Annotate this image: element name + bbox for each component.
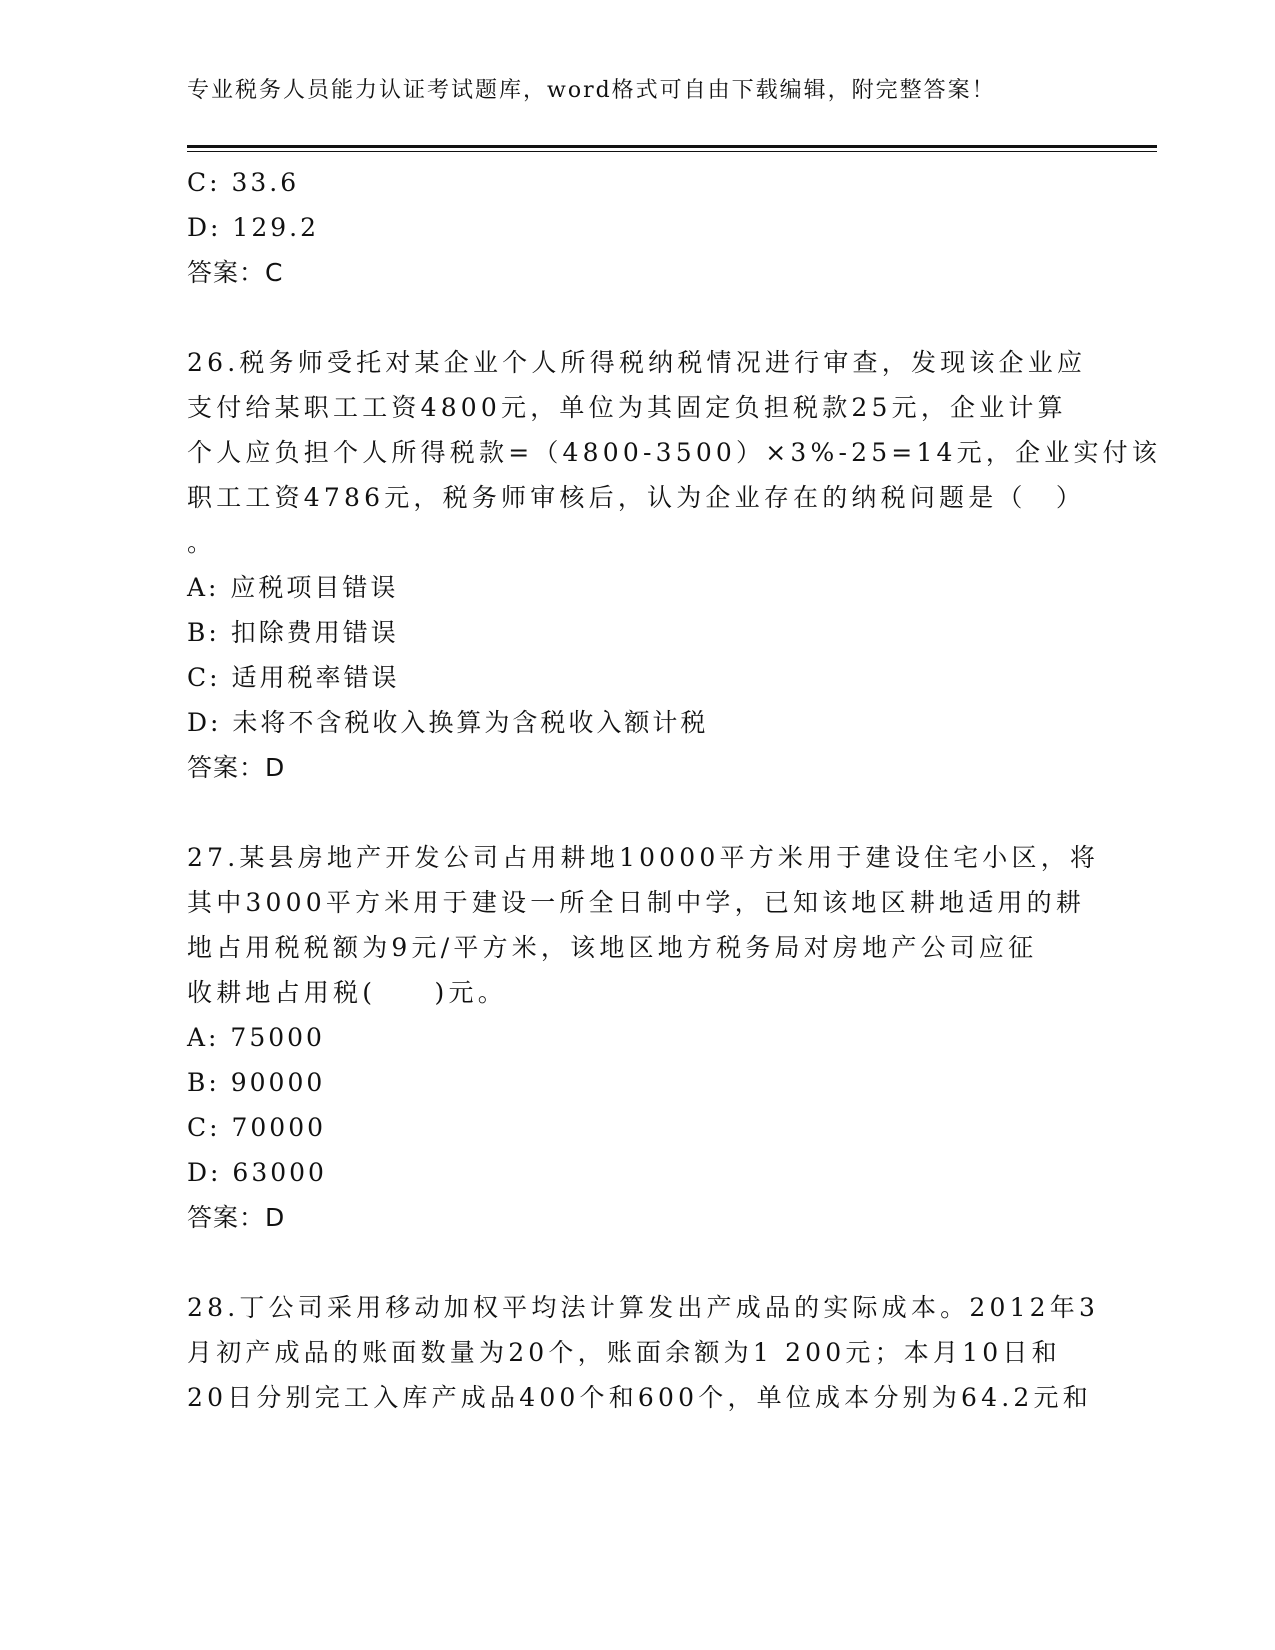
question-text-line: 其中3000平方米用于建设一所全日制中学，已知该地区耕地适用的耕 bbox=[187, 888, 1086, 917]
question-text-line: 收耕地占用税( )元。 bbox=[187, 978, 507, 1007]
option-line: C: 适用税率错误 bbox=[187, 663, 400, 692]
question-27 bbox=[187, 835, 1100, 1015]
answer-line: 答案：C bbox=[187, 258, 284, 287]
page-header: 专业税务人员能力认证考试题库，word格式可自由下载编辑，附完整答案！ bbox=[187, 78, 996, 103]
question-text-line: 月初产成品的账面数量为20个，账面余额为1 200元；本月10日和 bbox=[187, 1338, 1061, 1367]
spacer bbox=[187, 1240, 1087, 1285]
option-line: B: 扣除费用错误 bbox=[187, 618, 399, 647]
question-text-line: 地占用税税额为9元/平方米，该地区地方税务局对房地产公司应征 bbox=[187, 933, 1038, 962]
header-rule-thin bbox=[187, 151, 1157, 152]
answer-line: 答案：D bbox=[187, 753, 286, 782]
question-text-line: 27.某县房地产开发公司占用耕地10000平方米用于建设住宅小区，将 bbox=[187, 843, 1100, 872]
question-text-line: 支付给某职工工资4800元，单位为其固定负担税款25元，企业计算 bbox=[187, 393, 1067, 422]
question-text-line: 个人应负担个人所得税款=（4800-3500）×3%-25=14元，企业实付该 bbox=[187, 438, 1162, 467]
question-text-line: 。 bbox=[187, 528, 217, 557]
content bbox=[187, 160, 1162, 1420]
option-line: A: 75000 bbox=[187, 1023, 325, 1052]
question-26 bbox=[187, 340, 1162, 565]
question-text-line: 职工工资4786元，税务师审核后，认为企业存在的纳税问题是（ ） bbox=[187, 483, 1086, 512]
option-line: B: 90000 bbox=[187, 1068, 326, 1097]
option-line: C: 33.6 bbox=[187, 168, 300, 197]
option-line: A: 应税项目错误 bbox=[187, 573, 399, 602]
answer-line: 答案：D bbox=[187, 1203, 286, 1232]
question-text-line: 28.丁公司采用移动加权平均法计算发出产成品的实际成本。2012年3 bbox=[187, 1293, 1100, 1322]
option-line: D: 未将不含税收入换算为含税收入额计税 bbox=[187, 708, 709, 737]
option-line: D: 129.2 bbox=[187, 213, 319, 242]
spacer bbox=[187, 295, 1087, 340]
option-line: D: 63000 bbox=[187, 1158, 327, 1187]
spacer bbox=[187, 790, 1087, 835]
question-28 bbox=[187, 1285, 1100, 1420]
question-text-line: 26.税务师受托对某企业个人所得税纳税情况进行审查，发现该企业应 bbox=[187, 348, 1087, 377]
option-line: C: 70000 bbox=[187, 1113, 327, 1142]
question-text-line: 20日分别完工入库产成品400个和600个，单位成本分别为64.2元和 bbox=[187, 1383, 1092, 1412]
header-rule-thick bbox=[187, 145, 1157, 148]
